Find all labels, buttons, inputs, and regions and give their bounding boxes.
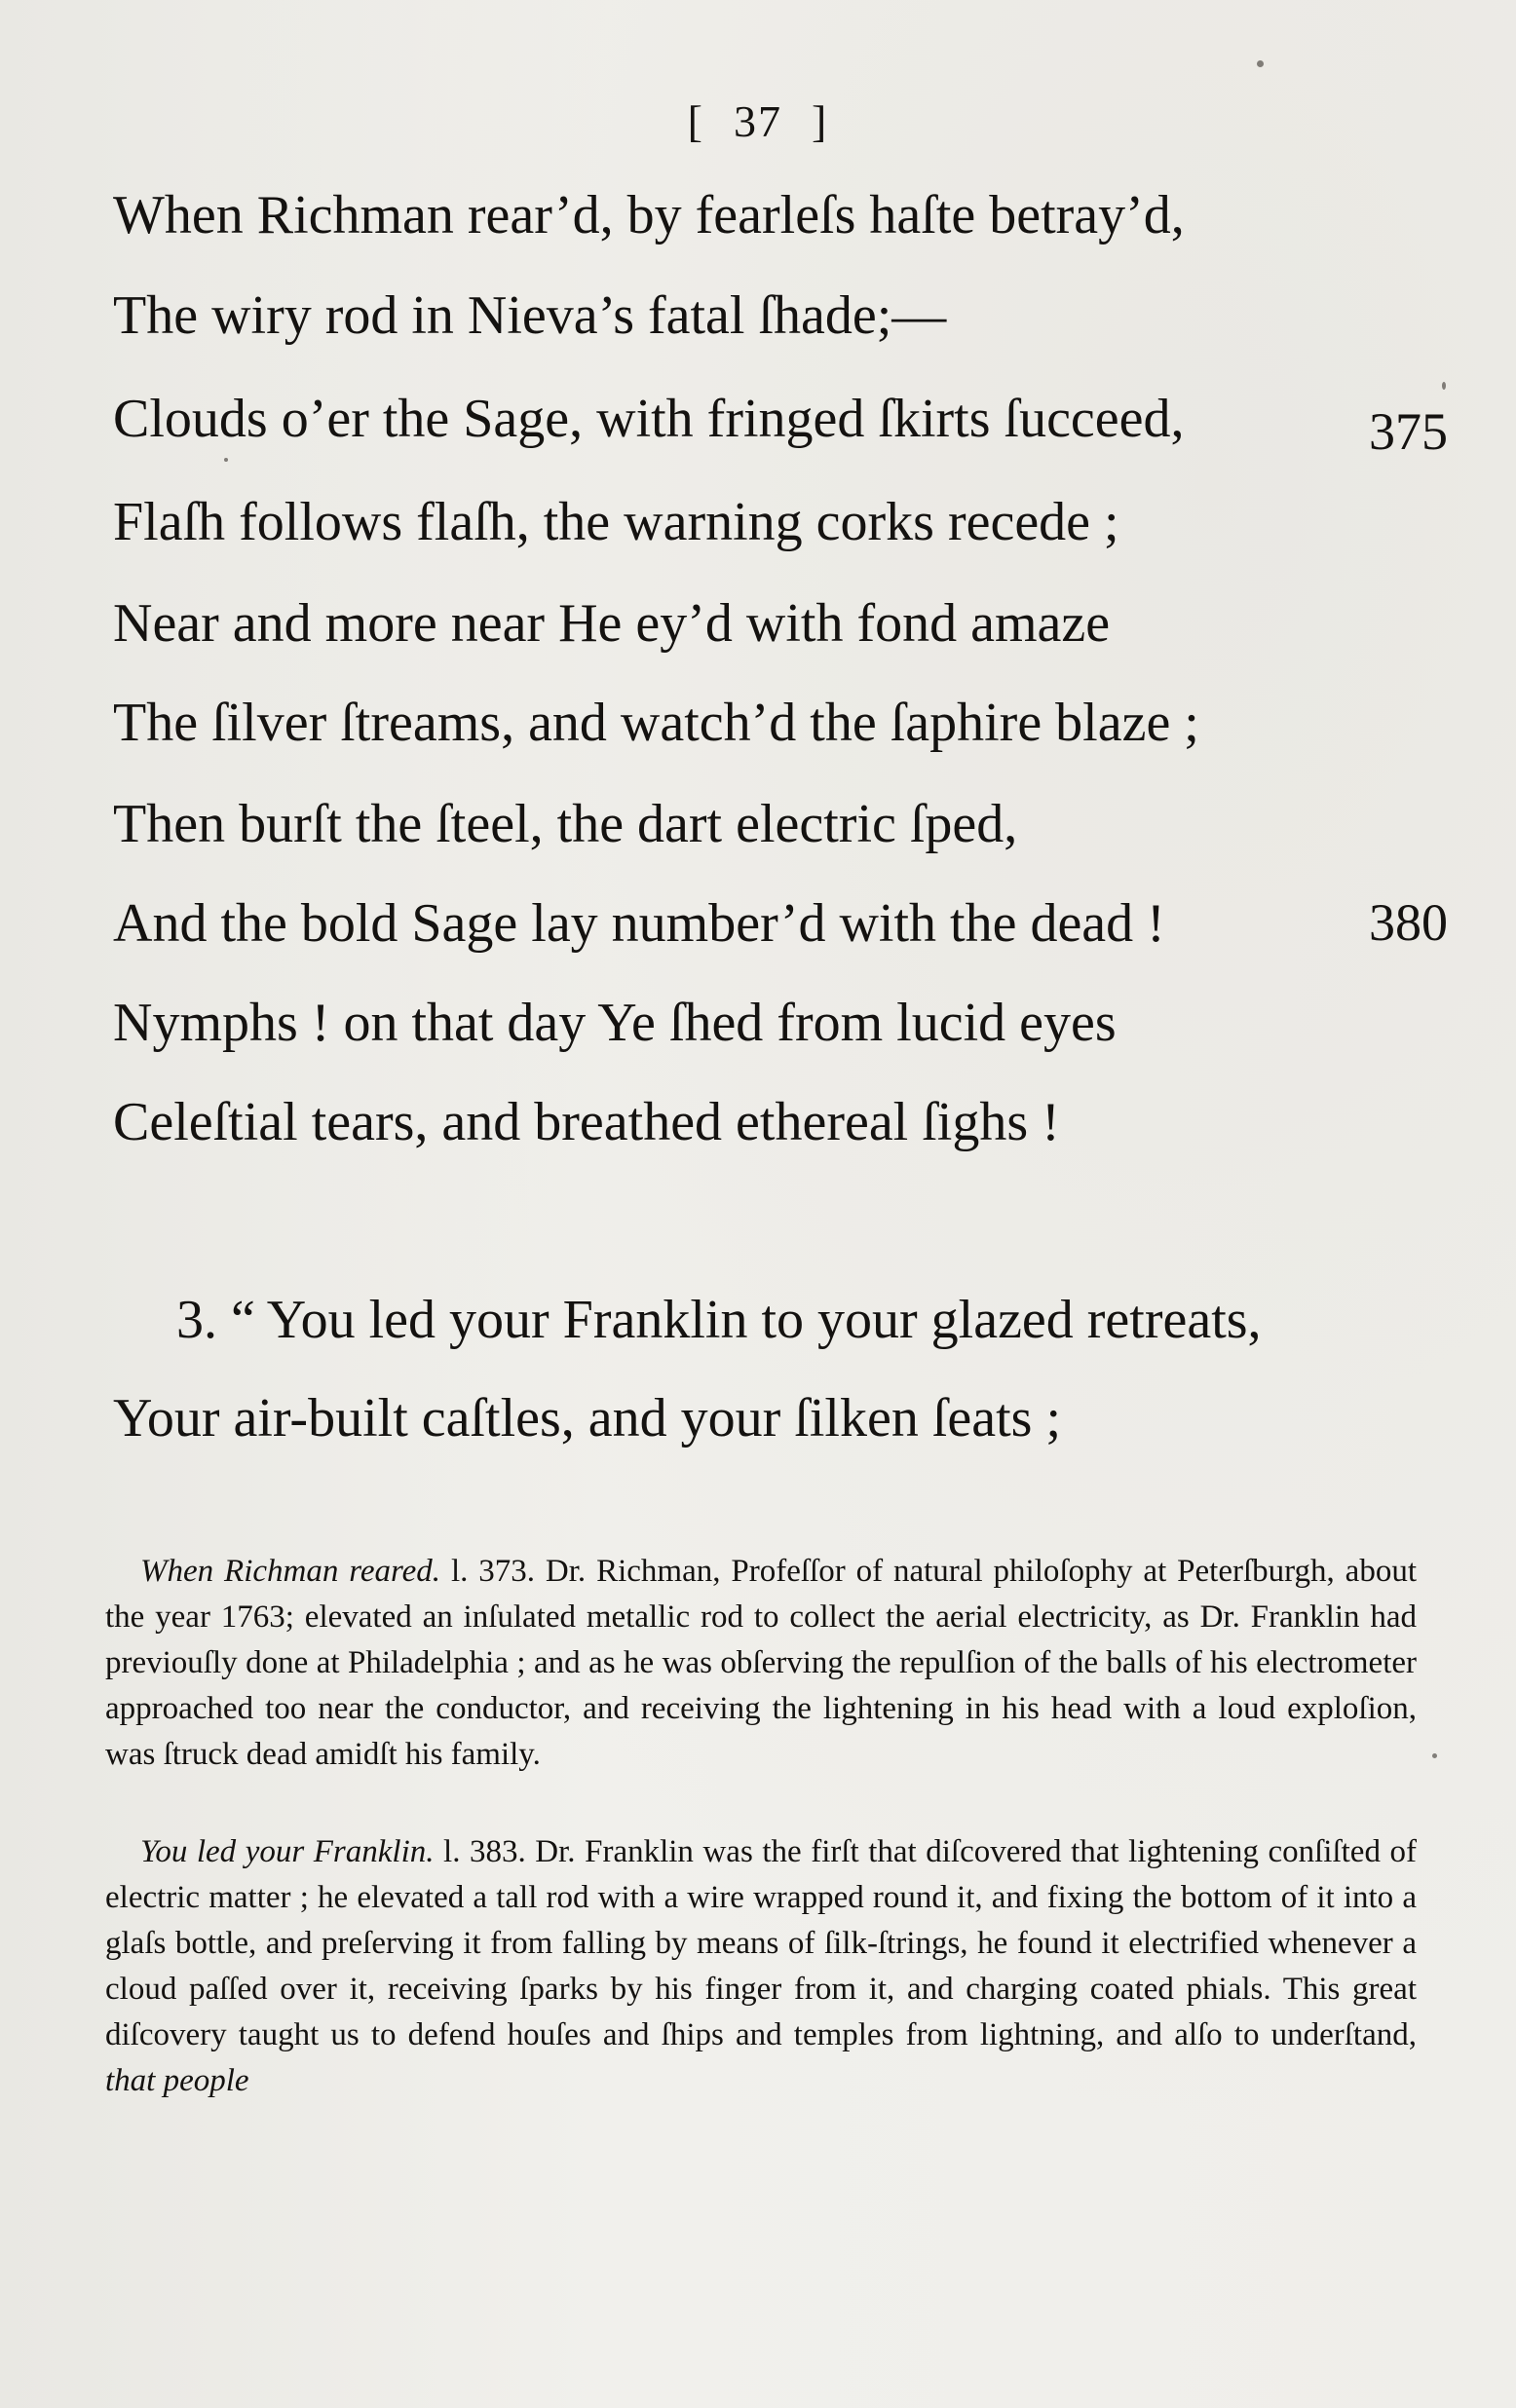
verse-text: And the bold Sage lay number’d with the dead !	[113, 893, 1165, 954]
verse-line	[113, 893, 1448, 954]
verse-text: Your air-built caſtles, and your ſilken ſeats ;	[113, 1388, 1061, 1449]
bracket-close: ]	[812, 96, 829, 146]
verse-text: “ You led your Franklin to your glazed retreats,	[231, 1290, 1262, 1350]
stanza-number: 3.	[176, 1290, 217, 1350]
verse-line	[113, 389, 1448, 461]
verse-line	[113, 993, 1448, 1053]
verse-line	[113, 492, 1448, 552]
footnote-lead: When Richman reared.	[140, 1554, 441, 1589]
paper-spot	[224, 458, 228, 462]
verse-line	[113, 285, 1448, 346]
verse-text: Then burſt the ſteel, the dart electric ſped,	[113, 794, 1018, 854]
footnote-lead: You led your Franklin.	[140, 1834, 435, 1869]
verse-text: The wiry rod in Nieva’s fatal ſhade;—	[113, 285, 947, 346]
stanza-second-line	[113, 1388, 1448, 1449]
paper-spot	[1442, 382, 1446, 390]
footnote	[105, 1829, 1417, 2104]
paper-spot	[1432, 1753, 1437, 1758]
footnote	[105, 1549, 1417, 1778]
verse-line	[113, 693, 1448, 753]
verse-line	[113, 185, 1448, 245]
footnote-body: l. 373. Dr. Richman, Profeſſor of natural philoſophy at Peterſburgh, about the year 1763; elevated an inſulated metallic rod to collect the aerial electricity, as Dr. Franklin had previouſly done at Philadelphia ; and as he was obſerving the repulſion of the balls of his electrometer approached too near the conductor, and receiving the lightening in his head with a loud exploſion, was ſtruck dead amidſt his family.	[105, 1554, 1417, 1772]
verse-text: Nymphs ! on that day Ye ſhed from lucid eyes	[113, 993, 1117, 1053]
page-number-value: 37	[734, 96, 782, 146]
verse-text: Celeſtial tears, and breathed ethereal ſighs !	[113, 1092, 1060, 1152]
verse-line	[113, 1092, 1448, 1152]
verse-line	[113, 794, 1448, 854]
footnote-body: l. 383. Dr. Franklin was the firſt that diſcovered that lightening conſiſted of electric matter ; he elevated a tall rod with a wire wrapped round it, and fixing the bottom of it into a glaſs bottle, and preſerving it from falling by means of ſilk-ſtrings, he found it electrified whenever a cloud paſſed over it, receiving ſparks by his finger from it, and charging coated phials. This great diſcovery taught us to defend houſes and ſhips and temples from lightning, and alſo to underſtand,	[105, 1834, 1417, 2052]
paper-spot	[1257, 60, 1264, 67]
verse-line-number: 375	[1369, 402, 1448, 461]
stanza-first-line	[113, 1290, 1448, 1350]
verse-text: Flaſh follows flaſh, the warning corks recede ;	[113, 492, 1119, 552]
verse-text: The ſilver ſtreams, and watch’d the ſaphire blaze ;	[113, 693, 1199, 753]
verse-text: Near and more near He ey’d with fond amaze	[113, 593, 1111, 654]
verse-text: When Richman rear’d, by fearleſs haſte betray’d,	[113, 185, 1185, 245]
footnote-tail: that people	[105, 2063, 249, 2098]
bracket-open: [	[687, 96, 704, 146]
verse-line	[113, 593, 1448, 654]
page-number	[0, 95, 1516, 147]
verse-line-number: 380	[1369, 893, 1448, 952]
verse-text: Clouds o’er the Sage, with fringed ſkirts ſucceed,	[113, 389, 1185, 449]
